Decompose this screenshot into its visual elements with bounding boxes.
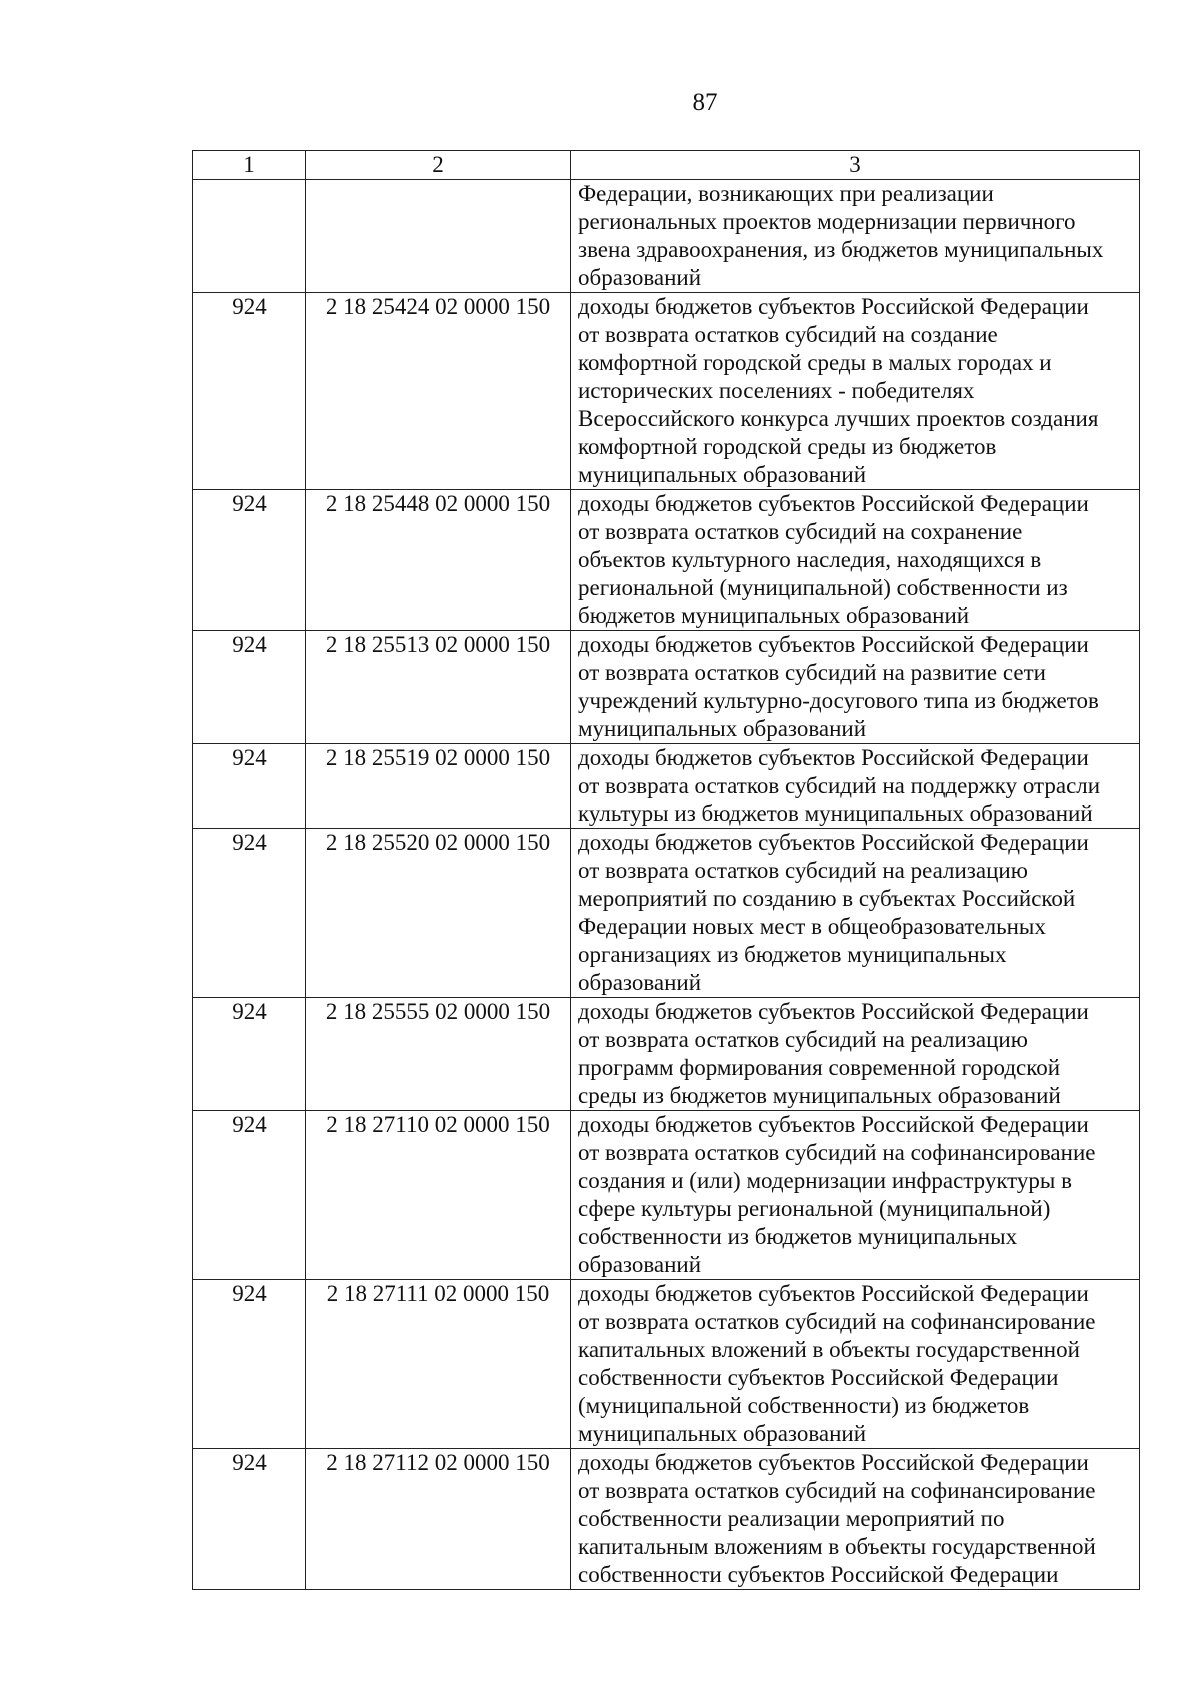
admin-code-cell: 924 xyxy=(193,1111,306,1280)
description-cell xyxy=(571,744,1140,829)
description-line: доходы бюджетов субъектов Российской Федерации xyxy=(578,491,1089,516)
description-line: комфортной городской среды из бюджетов xyxy=(578,434,997,459)
description-line: программ формирования современной городской xyxy=(578,1055,1061,1080)
description-line: организациях из бюджетов муниципальных xyxy=(578,942,1007,967)
budget-code-cell: 2 18 25519 02 0000 150 xyxy=(306,744,571,829)
description-line: бюджетов муниципальных образований xyxy=(578,603,970,628)
description-line: сфере культуры региональной (муниципальной) xyxy=(578,1196,1051,1221)
budget-code-cell xyxy=(306,180,571,293)
description-line: собственности субъектов Российской Федерации xyxy=(578,1562,1059,1587)
admin-code-cell: 924 xyxy=(193,829,306,998)
description-line: от возврата остатков субсидий на софинансирование xyxy=(578,1309,1096,1334)
description-line: образований xyxy=(578,970,702,995)
description-line: муниципальных образований xyxy=(578,462,867,487)
table-header-row xyxy=(193,151,1140,180)
description-line: капитальных вложений в объекты государственной xyxy=(578,1337,1080,1362)
table-row xyxy=(193,180,1140,293)
description-line: собственности из бюджетов муниципальных xyxy=(578,1224,1018,1249)
admin-code-cell: 924 xyxy=(193,1449,306,1590)
description-cell xyxy=(571,1280,1140,1449)
budget-code-cell: 2 18 25448 02 0000 150 xyxy=(306,490,571,631)
description-line: от возврата остатков субсидий на сохранение xyxy=(578,519,1023,544)
description-line: объектов культурного наследия, находящихся в xyxy=(578,547,1042,572)
description-line: доходы бюджетов субъектов Российской Федерации xyxy=(578,745,1089,770)
description-line: доходы бюджетов субъектов Российской Федерации xyxy=(578,1112,1089,1137)
description-line: Федерации новых мест в общеобразовательных xyxy=(578,914,1046,939)
description-cell xyxy=(571,631,1140,744)
description-line: комфортной городской среды в малых городах и xyxy=(578,350,1052,375)
description-line: собственности реализации мероприятий по xyxy=(578,1506,1005,1531)
description-line: (муниципальной собственности) из бюджетов xyxy=(578,1393,1030,1418)
description-line: от возврата остатков субсидий на реализацию xyxy=(578,858,1028,883)
description-line: региональной (муниципальной) собственности из xyxy=(578,575,1068,600)
description-line: звена здравоохранения, из бюджетов муниципальных xyxy=(578,237,1104,262)
description-line: собственности субъектов Российской Федерации xyxy=(578,1365,1059,1390)
description-line: от возврата остатков субсидий на создание xyxy=(578,322,998,347)
table-row xyxy=(193,490,1140,631)
admin-code-cell: 924 xyxy=(193,293,306,490)
table-row xyxy=(193,744,1140,829)
description-line: Всероссийского конкурса лучших проектов создания xyxy=(578,406,1099,431)
description-line: муниципальных образований xyxy=(578,1421,867,1446)
description-line: доходы бюджетов субъектов Российской Федерации xyxy=(578,1281,1089,1306)
table-row xyxy=(193,1111,1140,1280)
admin-code-cell: 924 xyxy=(193,1280,306,1449)
admin-code-cell xyxy=(193,180,306,293)
description-cell xyxy=(571,180,1140,293)
budget-code-cell: 2 18 25555 02 0000 150 xyxy=(306,998,571,1111)
description-cell xyxy=(571,293,1140,490)
header-col-3: 3 xyxy=(571,151,1140,180)
description-line: культуры из бюджетов муниципальных образований xyxy=(578,801,1093,826)
admin-code-cell: 924 xyxy=(193,744,306,829)
description-cell xyxy=(571,998,1140,1111)
description-line: муниципальных образований xyxy=(578,716,867,741)
revenue-codes-table xyxy=(192,150,1140,1590)
description-line: капитальным вложениям в объекты государственной xyxy=(578,1534,1096,1559)
description-line: от возврата остатков субсидий на развитие сети xyxy=(578,660,1046,685)
admin-code-cell: 924 xyxy=(193,490,306,631)
budget-code-cell: 2 18 25520 02 0000 150 xyxy=(306,829,571,998)
description-line: доходы бюджетов субъектов Российской Федерации xyxy=(578,999,1089,1024)
description-line: образований xyxy=(578,265,702,290)
budget-code-cell: 2 18 27111 02 0000 150 xyxy=(306,1280,571,1449)
header-col-2: 2 xyxy=(306,151,571,180)
description-line: исторических поселениях - победителях xyxy=(578,378,975,403)
description-line: образований xyxy=(578,1252,702,1277)
table-row xyxy=(193,1449,1140,1590)
description-line: региональных проектов модернизации первичного xyxy=(578,209,1076,234)
table-row xyxy=(193,829,1140,998)
description-line: от возврата остатков субсидий на поддержку отрасли xyxy=(578,773,1101,798)
description-line: среды из бюджетов муниципальных образований xyxy=(578,1083,1061,1108)
description-line: мероприятий по созданию в субъектах Российской xyxy=(578,886,1076,911)
table-row xyxy=(193,631,1140,744)
budget-code-cell: 2 18 27112 02 0000 150 xyxy=(306,1449,571,1590)
budget-code-cell: 2 18 25424 02 0000 150 xyxy=(306,293,571,490)
description-line: доходы бюджетов субъектов Российской Федерации xyxy=(578,830,1089,855)
description-line: от возврата остатков субсидий на софинансирование xyxy=(578,1140,1096,1165)
description-line: от возврата остатков субсидий на софинансирование xyxy=(578,1478,1096,1503)
description-line: от возврата остатков субсидий на реализацию xyxy=(578,1027,1028,1052)
description-line: доходы бюджетов субъектов Российской Федерации xyxy=(578,632,1089,657)
description-cell xyxy=(571,490,1140,631)
table-row xyxy=(193,293,1140,490)
description-line: создания и (или) модернизации инфраструктуры в xyxy=(578,1168,1072,1193)
budget-code-cell: 2 18 27110 02 0000 150 xyxy=(306,1111,571,1280)
description-line: доходы бюджетов субъектов Российской Федерации xyxy=(578,1450,1089,1475)
description-line: доходы бюджетов субъектов Российской Федерации xyxy=(578,294,1089,319)
description-cell xyxy=(571,1449,1140,1590)
description-cell xyxy=(571,1111,1140,1280)
page-number: 87 xyxy=(692,89,718,116)
admin-code-cell: 924 xyxy=(193,631,306,744)
header-col-1: 1 xyxy=(193,151,306,180)
table-row xyxy=(193,1280,1140,1449)
description-line: Федерации, возникающих при реализации xyxy=(578,181,994,206)
description-cell xyxy=(571,829,1140,998)
description-line: учреждений культурно-досугового типа из бюджетов xyxy=(578,688,1099,713)
admin-code-cell: 924 xyxy=(193,998,306,1111)
budget-code-cell: 2 18 25513 02 0000 150 xyxy=(306,631,571,744)
table-row xyxy=(193,998,1140,1111)
